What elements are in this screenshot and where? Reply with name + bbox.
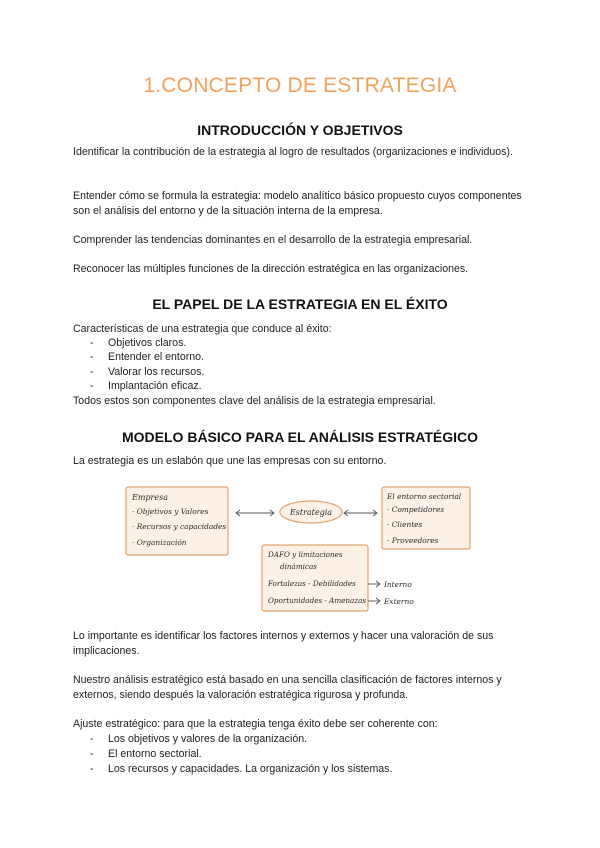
list-item-text: Los objetivos y valores de la organización. xyxy=(108,733,308,745)
page-title: 1.CONCEPTO DE ESTRATEGIA xyxy=(143,74,457,97)
paragraph: Identificar la contribución de la estrategia al logro de resultados (organizaciones e individuos). xyxy=(73,146,513,158)
bullet-dash: - xyxy=(90,337,94,349)
dafo-line: Oportunidades - Amenazas xyxy=(268,596,367,605)
list-item-text: Valorar los recursos. xyxy=(108,366,205,378)
paragraph: Entender cómo se formula la estrategia: modelo analítico básico propuesto cuyos componentes son el análisis del entorno y de la situación interna de la empresa. xyxy=(73,190,522,217)
empresa-title: Empresa xyxy=(132,493,168,502)
bullet-dash: - xyxy=(90,733,94,745)
double-arrow-icon xyxy=(236,510,274,516)
dafo-line: DAFO y limitaciones xyxy=(268,550,343,559)
list-item-text: Entender el entorno. xyxy=(108,351,205,363)
list-item-text: El entorno sectorial. xyxy=(108,748,202,760)
paragraph: Características de una estrategia que conduce al éxito: xyxy=(73,323,332,335)
entorno-item: · Proveedores xyxy=(387,536,439,545)
list-item-text: Objetivos claros. xyxy=(108,337,187,349)
bullet-dash: - xyxy=(90,748,94,760)
bullet-dash: - xyxy=(90,380,94,392)
section-heading-intro: INTRODUCCIÓN Y OBJETIVOS xyxy=(197,122,403,138)
double-arrow-icon xyxy=(344,510,377,516)
paragraph: Ajuste estratégico: para que la estrategia tenga éxito debe ser coherente con: xyxy=(73,718,438,730)
estrategia-label: Estrategia xyxy=(289,508,333,517)
paragraph: Lo importante es identificar los factores internos y externos y hacer una valoración de sus implicaciones. xyxy=(73,630,494,657)
bullet-dash: - xyxy=(90,351,94,363)
paragraph: Comprender las tendencias dominantes en el desarrollo de la estrategia empresarial. xyxy=(73,234,473,246)
list-item xyxy=(90,762,392,777)
arrow-right-icon xyxy=(368,581,380,587)
bullet-dash: - xyxy=(90,366,94,378)
list-item-text: Los recursos y capacidades. La organización y los sistemas. xyxy=(108,763,393,775)
arrow-right-icon xyxy=(368,598,380,604)
list-item xyxy=(90,732,307,747)
entorno-item: · Competidores xyxy=(387,505,445,514)
dafo-line: Fortalezas - Debilidades xyxy=(268,579,356,588)
interno-label: Interno xyxy=(384,580,412,589)
bullet-dash: - xyxy=(90,763,94,775)
paragraph: Reconocer las múltiples funciones de la dirección estratégica en las organizaciones. xyxy=(73,263,469,275)
entorno-title: El entorno sectorial xyxy=(387,492,462,501)
list-item xyxy=(90,747,202,762)
dafo-line: dinámicas xyxy=(280,562,317,571)
paragraph: Nuestro análisis estratégico está basado en una sencilla clasificación de factores internos y externos, siendo después la valoración estratégica rigurosa y profunda. xyxy=(73,674,502,701)
paragraph: La estrategia es un eslabón que une las empresas con su entorno. xyxy=(73,455,387,467)
empresa-item: · Objetivos y Valores xyxy=(132,507,209,516)
paragraph: Todos estos son componentes clave del análisis de la estrategia empresarial. xyxy=(73,395,436,407)
section-heading-papel: EL PAPEL DE LA ESTRATEGIA EN EL ÉXITO xyxy=(152,296,448,312)
empresa-item: · Recursos y capacidades xyxy=(132,522,227,531)
list-item-text: Implantación eficaz. xyxy=(108,380,202,392)
empresa-item: · Organización xyxy=(132,538,187,547)
section-heading-modelo: MODELO BÁSICO PARA EL ANÁLISIS ESTRATÉGICO xyxy=(122,429,478,445)
externo-label: Externo xyxy=(384,597,414,606)
entorno-item: · Clientes xyxy=(387,520,423,529)
